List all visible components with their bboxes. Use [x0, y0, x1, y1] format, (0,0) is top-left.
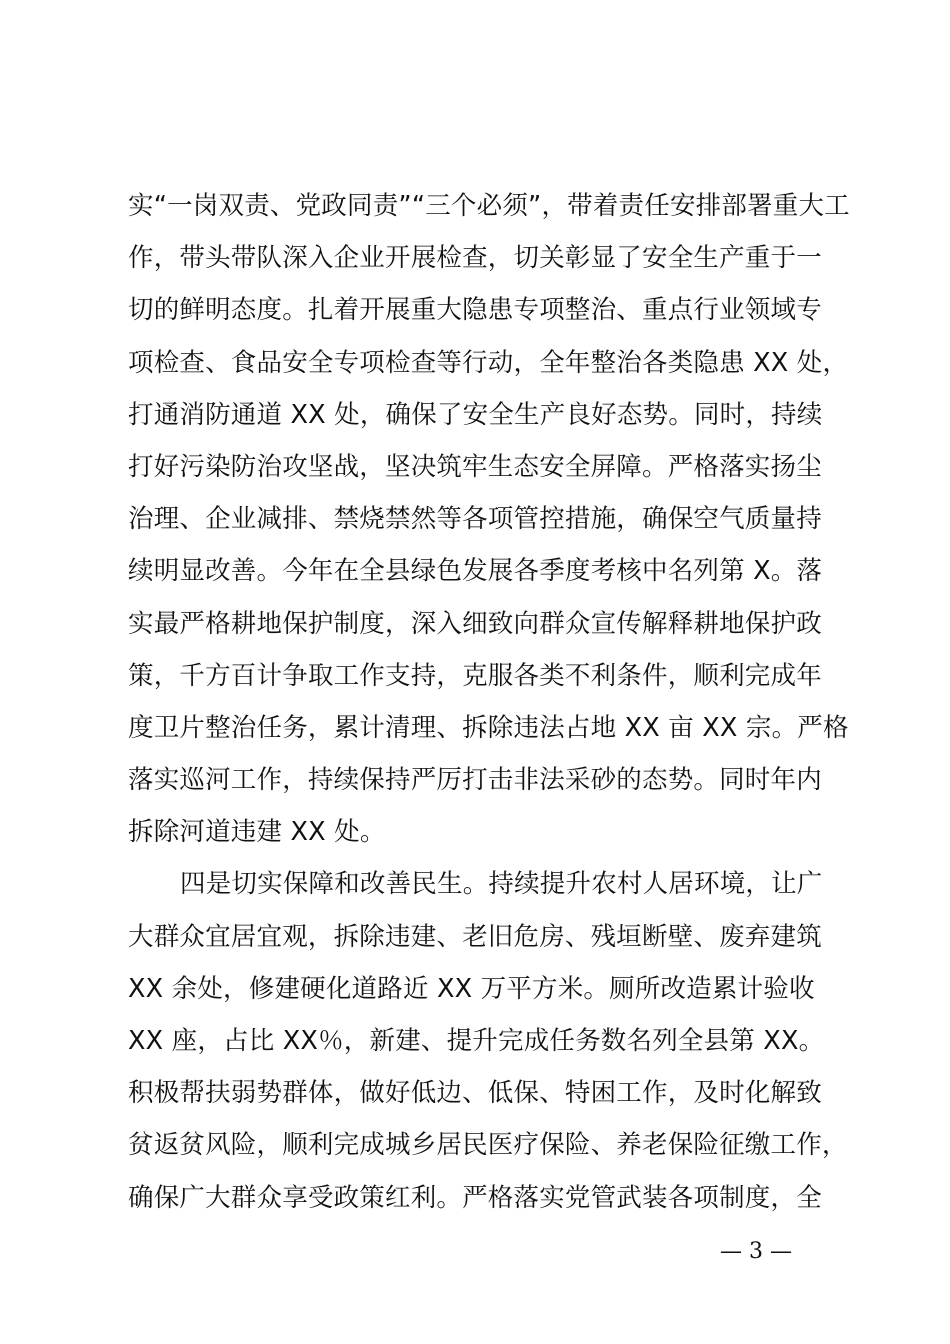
text-line: 项检查、食品安全专项检查等行动，全年整治各类隐患 XX 处，: [128, 347, 849, 378]
paragraph-first-line: 四是切实保障和改善民生。持续提升农村人居环境，让广: [180, 869, 823, 900]
text-line: 度卫片整治任务，累计清理、拆除违法占地 XX 亩 XX 宗。严格: [128, 712, 849, 743]
text-line: 作，带头带队深入企业开展检查，切关彰显了安全生产重于一: [128, 243, 822, 274]
text-line: 策，千方百计争取工作支持，克服各类不利条件，顺利完成年: [128, 660, 822, 691]
text-line: 打通消防通道 XX 处，确保了安全生产良好态势。同时，持续: [128, 399, 823, 430]
text-line: 实“一岗双责、党政同责”“三个必须”，带着责任安排部署重大工: [128, 191, 850, 221]
text-line: 续明显改善。今年在全县绿色发展各季度考核中名列第 X。落: [128, 556, 823, 587]
document-body: [128, 180, 850, 1224]
text-line: 实最严格耕地保护制度，深入细致向群众宣传解释耕地保护政: [128, 608, 822, 639]
text-line: 大群众宜居宜观，拆除违建、老旧危房、残垣断壁、废弃建筑: [128, 921, 822, 952]
text-line: 拆除河道违建 XX 处。: [128, 817, 386, 848]
text-line: 确保广大群众享受政策红利。严格落实党管武装各项制度，全: [128, 1182, 822, 1213]
text-line: 打好污染防治攻坚战，坚决筑牢生态安全屏障。严格落实扬尘: [128, 451, 822, 482]
text-line: 切的鲜明态度。扎着开展重大隐患专项整治、重点行业领域专: [128, 295, 822, 326]
text-line: XX 余处，修建硬化道路近 XX 万平方米。厕所改造累计验收: [128, 973, 815, 1004]
text-line: 贫返贫风险，顺利完成城乡居民医疗保险、养老保险征缴工作，: [128, 1130, 848, 1161]
text-line: 积极帮扶弱势群体，做好低边、低保、特困工作，及时化解致: [128, 1078, 822, 1109]
page-number: — 3 —: [720, 1239, 792, 1264]
text-line: 治理、企业减排、禁烧禁然等各项管控措施，确保空气质量持: [128, 504, 822, 535]
text-line: XX 座，占比 XX％，新建、提升完成任务数名列全县第 XX。: [128, 1026, 825, 1056]
text-line: 落实巡河工作，持续保持严厉打击非法采砂的态势。同时年内: [128, 765, 822, 796]
